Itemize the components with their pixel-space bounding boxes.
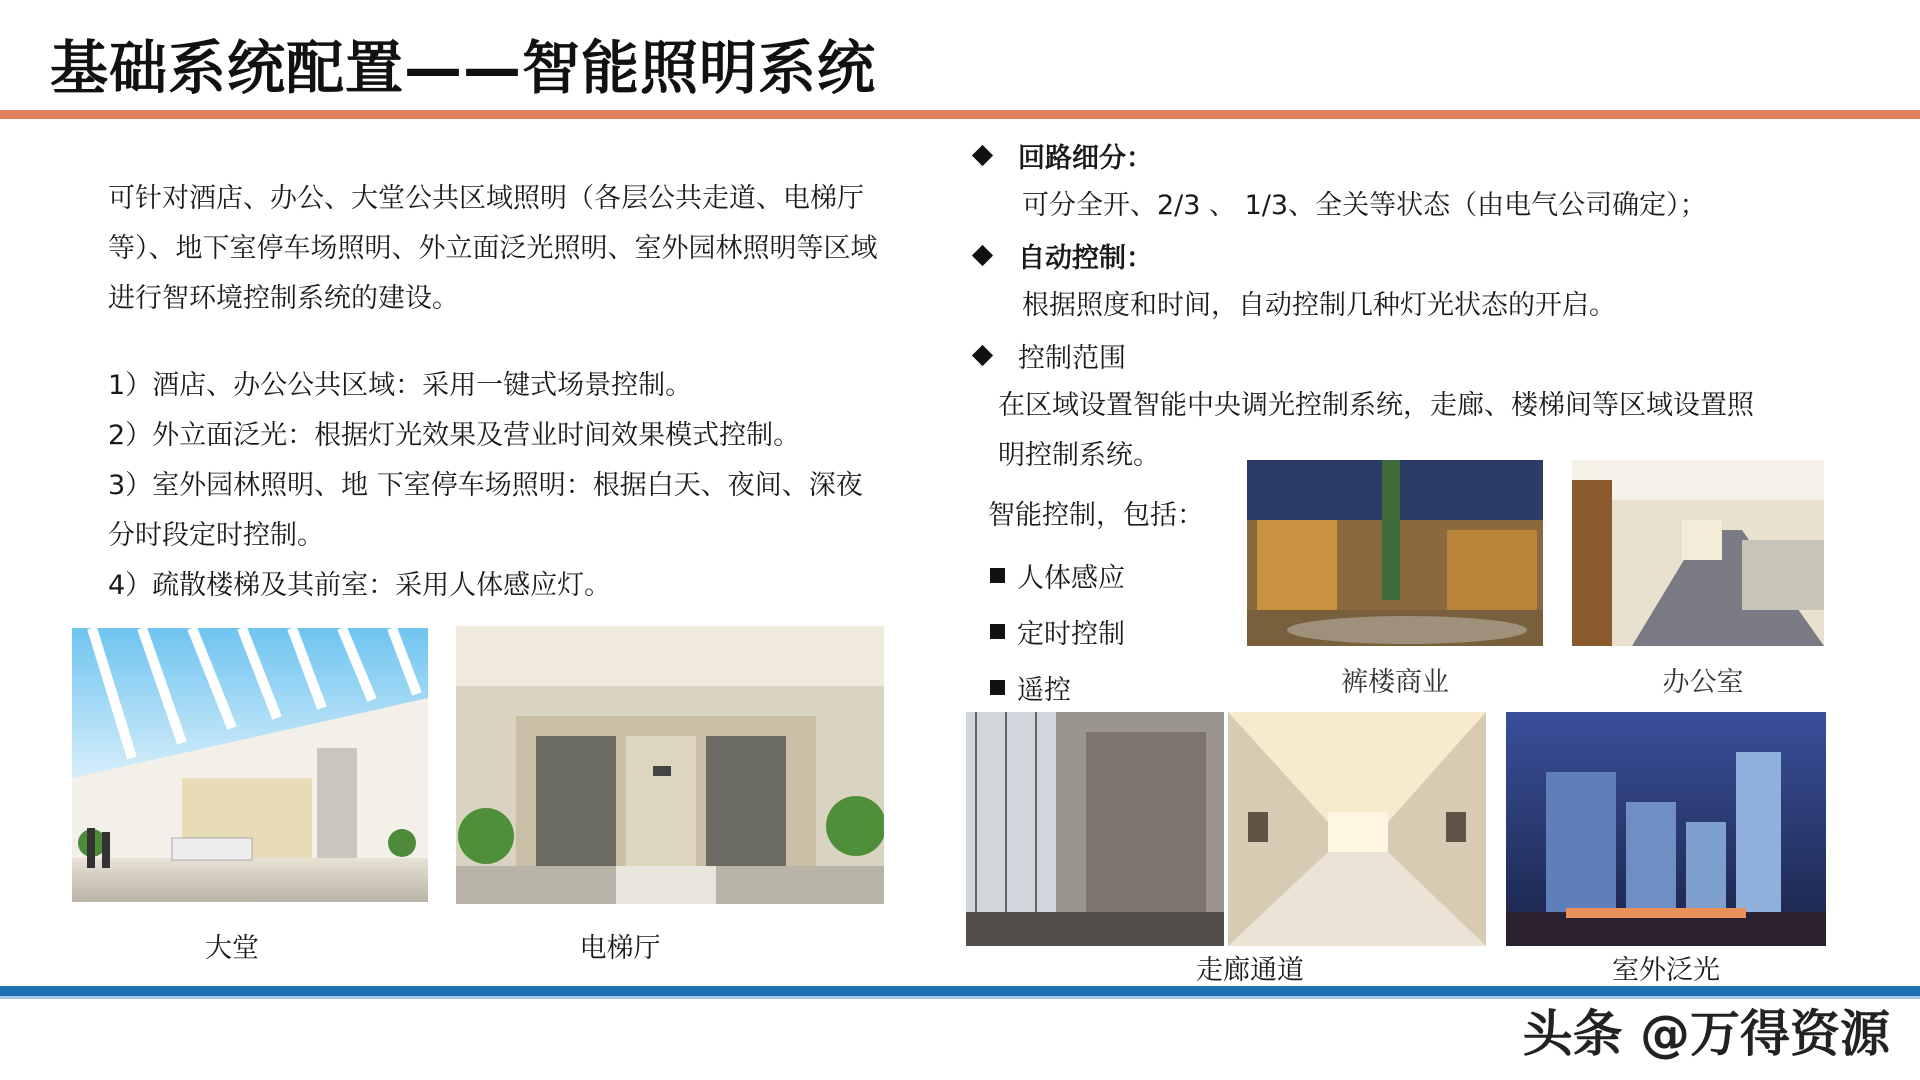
list-item-label: 人体感应 [1017, 563, 1125, 594]
page-title: 基础系统配置——智能照明系统 [50, 34, 877, 102]
section-body: 可分全开、2/3 、 1/3、全关等状态（由电气公司确定）； [1022, 190, 1707, 221]
elevator-hall-caption: 电梯厅 [579, 933, 661, 964]
section-heading-label: 回路细分： [1018, 143, 1153, 174]
corridor-photo-right [1228, 712, 1486, 946]
section-heading [975, 136, 1153, 175]
list-item [990, 612, 1125, 651]
square-bullet-icon [990, 624, 1005, 639]
section-heading-label: 自动控制： [1018, 243, 1153, 274]
range-text: 明控制系统。 [998, 440, 1160, 471]
list-item: 1）酒店、办公公共区域：采用一键式场景控制。 [108, 370, 693, 401]
list-item-label: 定时控制 [1017, 619, 1125, 650]
section-heading [975, 336, 1126, 375]
section-heading [975, 236, 1153, 275]
lobby-photo [72, 628, 428, 902]
commercial-caption: 裤楼商业 [1341, 667, 1449, 698]
square-bullet-icon [990, 568, 1005, 583]
office-caption: 办公室 [1662, 667, 1744, 698]
section-body: 根据照度和时间，自动控制几种灯光状态的开启。 [1022, 290, 1616, 321]
list-item: 3）室外园林照明、地 下室停车场照明：根据白天、夜间、深夜 [108, 470, 863, 501]
square-bullet-icon [990, 680, 1005, 695]
title-divider [0, 110, 1920, 119]
diamond-bullet-icon [972, 345, 993, 366]
range-text: 在区域设置智能中央调光控制系统，走廊、楼梯间等区域设置照 [998, 390, 1754, 421]
list-item: 分时段定时控制。 [108, 520, 324, 551]
corridor-caption: 走廊通道 [1196, 955, 1304, 986]
exterior-caption: 室外泛光 [1612, 955, 1720, 986]
list-item [990, 668, 1071, 707]
elevator-hall-photo [456, 626, 884, 904]
watermark: 头条 @万得资源 [1522, 1005, 1890, 1063]
diamond-bullet-icon [972, 245, 993, 266]
section-heading-label: 控制范围 [1018, 343, 1126, 374]
intro-paragraph: 可针对酒店、办公、大堂公共区域照明（各层公共走道、电梯厅等）、地下室停车场照明、外立面泛光照明、室外园林照明等区域进行智环境控制系统的建设。 [108, 183, 878, 314]
list-item: 4）疏散楼梯及其前室：采用人体感应灯。 [108, 570, 612, 601]
smart-control-label: 智能控制，包括： [988, 500, 1204, 531]
exterior-floodlight-photo [1506, 712, 1826, 946]
list-item [990, 556, 1125, 595]
corridor-photo-left [966, 712, 1224, 946]
diamond-bullet-icon [972, 145, 993, 166]
list-item-label: 遥控 [1017, 675, 1071, 706]
commercial-photo [1247, 460, 1543, 646]
list-item: 2）外立面泛光：根据灯光效果及营业时间效果模式控制。 [108, 420, 801, 451]
lobby-caption: 大堂 [205, 933, 259, 964]
office-photo [1572, 460, 1824, 646]
